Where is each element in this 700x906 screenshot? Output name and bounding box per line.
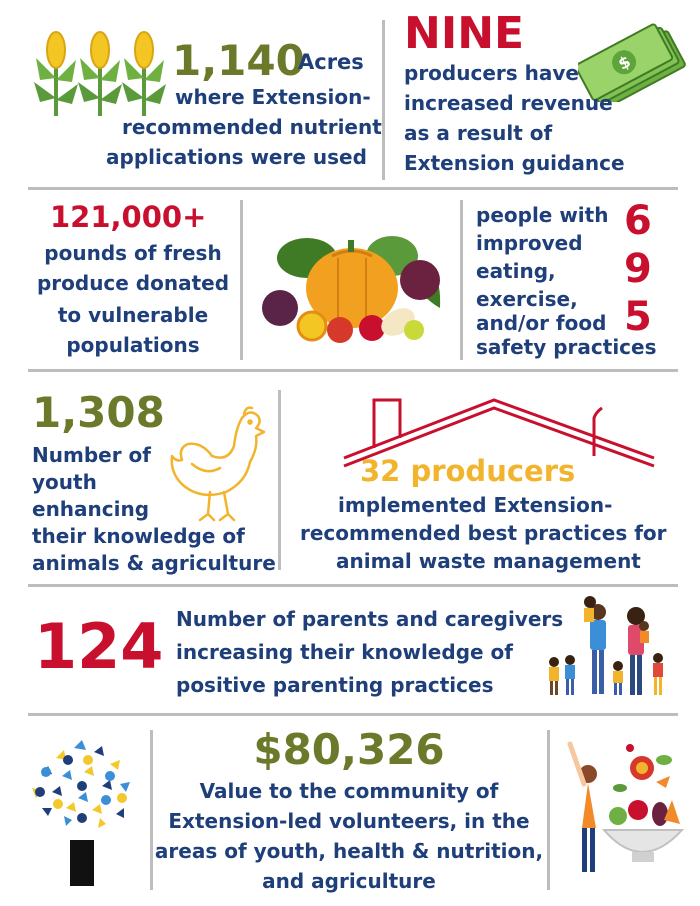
stat-desc: as a result of: [404, 121, 553, 145]
stat-desc: Number of parents and caregivers: [176, 607, 564, 631]
stat-desc: Number of: [32, 443, 151, 467]
stat-desc: pounds of fresh: [44, 241, 222, 265]
stat-desc: people with: [476, 203, 609, 227]
stat-desc: producers have: [404, 61, 579, 85]
stat-desc: recommended nutrient: [122, 115, 382, 139]
stat-desc: to vulnerable: [57, 303, 209, 327]
stat-value-producers-waste: 32 producers: [360, 454, 576, 488]
divider: [28, 187, 678, 190]
divider: [460, 200, 463, 360]
stat-digit: 5: [624, 294, 652, 340]
stat-desc: youth: [32, 470, 97, 494]
divider: [278, 390, 281, 570]
stat-value-acres: 1,140: [172, 36, 305, 85]
stat-desc: recommended best practices for: [300, 521, 667, 545]
stat-value-youth: 1,308: [32, 388, 165, 437]
stat-digit: 9: [624, 246, 652, 292]
stat-desc: increased revenue: [404, 91, 613, 115]
stat-desc: and agriculture: [262, 869, 436, 893]
stat-desc: their knowledge of: [32, 524, 245, 548]
stat-desc: implemented Extension-: [338, 493, 613, 517]
stat-desc: produce donated: [36, 271, 230, 295]
stat-desc: safety practices: [476, 335, 657, 359]
money-icon: [578, 22, 688, 102]
divider: [240, 200, 243, 360]
stat-desc: areas of youth, health & nutrition,: [154, 839, 544, 863]
stat-desc: and/or food: [476, 311, 607, 335]
stat-value-producers: NINE: [404, 8, 525, 59]
stat-unit-acres: Acres: [298, 50, 364, 74]
stat-value-pounds: 121,000+: [50, 200, 207, 234]
stat-desc: applications were used: [106, 145, 367, 169]
divider: [382, 20, 385, 180]
divider: [28, 584, 678, 587]
stat-desc: enhancing: [32, 497, 150, 521]
stat-desc: eating,: [476, 259, 556, 283]
stat-digit: 6: [624, 198, 652, 244]
stat-desc: increasing their knowledge of: [176, 640, 513, 664]
stat-value-parents: 124: [34, 610, 164, 683]
svg-text:$: $: [614, 51, 634, 74]
stat-desc: animal waste management: [336, 549, 641, 573]
divider: [28, 369, 678, 372]
chicken-icon: [162, 402, 274, 526]
stat-value-volunteers: $80,326: [253, 725, 445, 774]
stat-desc: animals & agriculture: [32, 551, 276, 575]
corn-icon: [30, 18, 170, 118]
family-icon: [540, 594, 670, 706]
stat-desc: where Extension-: [175, 85, 371, 109]
hands-tree-icon: [22, 736, 142, 886]
stat-desc: populations: [66, 333, 200, 357]
stat-desc: Extension-led volunteers, in the: [168, 809, 530, 833]
stat-desc: Value to the community of: [199, 779, 499, 803]
salad-icon: [560, 730, 690, 890]
divider: [28, 713, 678, 716]
stat-desc: exercise,: [476, 287, 578, 311]
vegetables-icon: [252, 218, 452, 348]
stat-desc: positive parenting practices: [176, 673, 494, 697]
stat-desc: Extension guidance: [404, 151, 625, 175]
stat-desc: improved: [476, 231, 583, 255]
